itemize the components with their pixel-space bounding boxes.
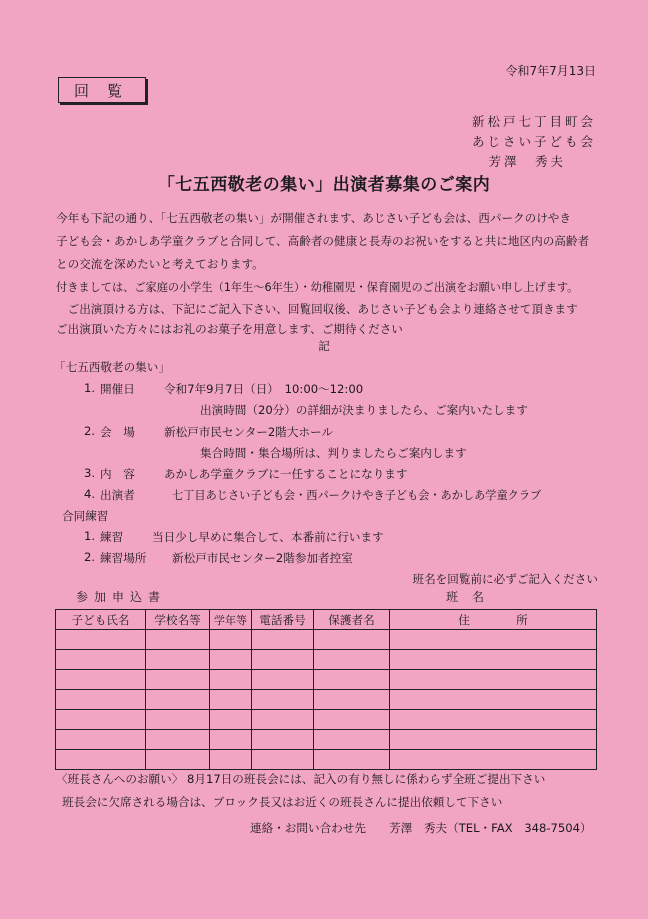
form-title: 参加申込書 (76, 590, 167, 604)
page-title: 「七五西敬老の集い」出演者募集のご案内 (157, 175, 491, 195)
practice-2-num: 2. (84, 550, 96, 564)
practice-1-value: 当日少し早めに集合して、本番前に行います (152, 530, 384, 544)
footer-absence-note: 班長会に欠席される場合は、ブロック長又はお近くの班長さんに提出依頼して下さい (62, 795, 503, 809)
table-row (56, 630, 597, 650)
intro-line-5: ご出演頂ける方は、下記にご記入下さい、回覧回収後、あじさい子ども会より連絡させて頂きます (56, 302, 578, 316)
practice-1-num: 1. (84, 529, 96, 543)
table-cell[interactable] (252, 690, 314, 710)
item-2-label: 会 場 (100, 425, 135, 439)
table-cell[interactable] (390, 690, 597, 710)
table-cell[interactable] (314, 670, 390, 690)
col-phone: 電話番号 (252, 610, 314, 630)
item-4-label: 出演者 (100, 488, 135, 502)
footer-request: 〈班長さんへのお願い〉 8月17日の班長会には、記入の有り無しに係わらず全班ご提出下さい (56, 772, 546, 786)
table-cell[interactable] (146, 670, 210, 690)
table-cell[interactable] (390, 730, 597, 750)
org-kids-club: あじさい子ども会 (471, 134, 596, 149)
table-cell[interactable] (314, 750, 390, 770)
table-cell[interactable] (314, 730, 390, 750)
intro-line-6: ご出演頂いた方々にはお礼のお菓子を用意します、ご期待ください (56, 322, 403, 336)
table-cell[interactable] (146, 750, 210, 770)
item-1-value: 令和7年9月7日（日） 10:00～12:00 (164, 382, 364, 396)
table-row (56, 710, 597, 730)
table-cell[interactable] (252, 730, 314, 750)
table-cell[interactable] (210, 710, 252, 730)
table-cell[interactable] (146, 730, 210, 750)
table-cell[interactable] (210, 690, 252, 710)
item-2-num: 2. (84, 424, 96, 438)
table-cell[interactable] (390, 710, 597, 730)
table-cell[interactable] (390, 670, 597, 690)
intro-line-1: 今年も下記の通り、「七五西敬老の集い」が開催されます、あじさい子ども会は、西パークのけやき (56, 211, 571, 225)
table-cell[interactable] (252, 750, 314, 770)
table-row (56, 690, 597, 710)
table-cell[interactable] (390, 630, 597, 650)
table-cell[interactable] (56, 750, 146, 770)
table-cell[interactable] (56, 690, 146, 710)
table-cell[interactable] (210, 650, 252, 670)
table-cell[interactable] (390, 650, 597, 670)
han-note: 班名を回覧前に必ずご記入ください (412, 572, 598, 586)
intro-line-3: との交流を深めたいと考えております。 (56, 257, 264, 271)
practice-title: 合同練習 (62, 509, 109, 523)
item-1-num: 1. (84, 381, 96, 395)
kairan-stamp: 回覧 (58, 77, 146, 103)
practice-1-label: 練習 (100, 530, 124, 544)
table-cell[interactable] (390, 750, 597, 770)
ki-heading: 記 (318, 339, 330, 353)
contact-info: 連絡・お問い合わせ先 芳澤 秀夫（TEL・FAX 348-7504） (250, 821, 592, 835)
col-child-name: 子ども氏名 (56, 610, 146, 630)
col-guardian: 保護者名 (314, 610, 390, 630)
intro-line-2: 子ども会・あかしあ学童クラブと合同して、高齢者の健康と長寿のお祝いをすると共に地区内の高齢者 (56, 234, 590, 248)
practice-2-value: 新松戸市民センター2階参加者控室 (172, 551, 353, 565)
table-row (56, 730, 597, 750)
application-table (55, 609, 597, 770)
col-address: 住 所 (390, 610, 597, 630)
intro-line-4: 付きましては、ご家庭の小学生（1年生～6年生）・幼稚園児・保育園児のご出演をお願い申し上げます。 (56, 281, 579, 294)
table-cell[interactable] (252, 670, 314, 690)
table-cell[interactable] (210, 750, 252, 770)
table-cell[interactable] (56, 730, 146, 750)
table-cell[interactable] (210, 630, 252, 650)
table-cell[interactable] (56, 710, 146, 730)
table-cell[interactable] (210, 670, 252, 690)
table-row (56, 650, 597, 670)
practice-2-label: 練習場所 (100, 551, 147, 565)
document-date: 令和7年7月13日 (505, 64, 596, 78)
org-representative: 芳澤 秀夫 (488, 154, 566, 169)
org-town-association: 新松戸七丁目町会 (471, 114, 596, 129)
table-cell[interactable] (252, 630, 314, 650)
item-2-sub: 集合時間・集合場所は、判りましたらご案内します (200, 446, 467, 460)
item-3-num: 3. (84, 466, 96, 480)
han-label: 班名 (446, 590, 499, 604)
table-cell[interactable] (314, 630, 390, 650)
item-1-label: 開催日 (100, 382, 135, 396)
table-cell[interactable] (56, 630, 146, 650)
item-4-value: 七丁目あじさい子ども会・西パークけやき子ども会・あかしあ学童クラブ (172, 489, 542, 502)
table-header-row (56, 610, 597, 630)
col-school: 学校名等 (146, 610, 210, 630)
table-cell[interactable] (146, 710, 210, 730)
table-cell[interactable] (252, 710, 314, 730)
table-cell[interactable] (146, 690, 210, 710)
item-3-value: あかしあ学童クラブに一任することになります (164, 467, 408, 481)
item-4-num: 4. (84, 487, 96, 501)
col-grade: 学年等 (210, 610, 252, 630)
table-cell[interactable] (56, 670, 146, 690)
table-cell[interactable] (146, 630, 210, 650)
table-cell[interactable] (210, 730, 252, 750)
table-cell[interactable] (252, 650, 314, 670)
event-name: 「七五西敬老の集い」 (54, 360, 170, 374)
table-cell[interactable] (314, 650, 390, 670)
table-cell[interactable] (314, 690, 390, 710)
table-row (56, 750, 597, 770)
item-3-label: 内 容 (100, 467, 135, 481)
table-cell[interactable] (314, 710, 390, 730)
table-cell[interactable] (56, 650, 146, 670)
table-row (56, 670, 597, 690)
item-2-value: 新松戸市民センター2階大ホール (164, 425, 333, 439)
item-1-sub: 出演時間（20分）の詳細が決まりましたら、ご案内いたします (200, 403, 528, 417)
table-cell[interactable] (146, 650, 210, 670)
